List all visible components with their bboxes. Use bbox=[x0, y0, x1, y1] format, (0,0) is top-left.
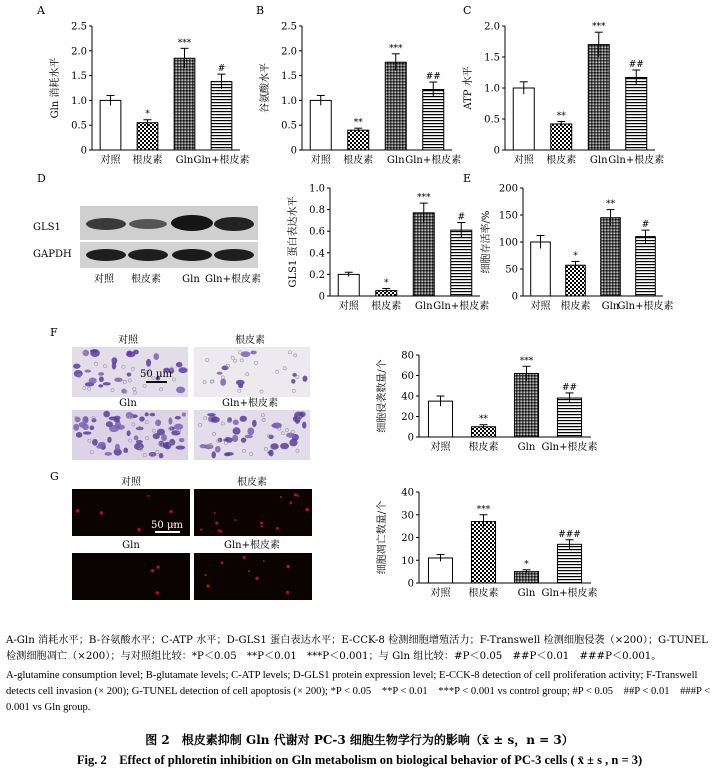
apoptotic-dot bbox=[156, 566, 159, 569]
tunel-image-phloretin bbox=[194, 489, 312, 536]
y-tick-label: 30 bbox=[401, 510, 414, 522]
image-label: 根皮素 bbox=[235, 335, 265, 346]
stained-cell bbox=[222, 366, 229, 371]
y-tick-label: 2.0 bbox=[281, 46, 297, 58]
significance-label: ** bbox=[479, 414, 488, 425]
stained-cell bbox=[179, 438, 184, 442]
stained-cell bbox=[176, 445, 186, 449]
x-tick-label: 对照 bbox=[338, 301, 359, 312]
figure-legend-chinese: A-Gln 消耗水平；B-谷氨酸水平；C-ATP 水平；D-GLS1 蛋白表达水平；E-CCK-8 检测细胞增殖活力；F-Transwell 检测细胞侵袭（×200）；G-TUNEL 检测细胞凋亡（×200）；与对照组比较：*P＜0.05 **P＜0.01 ***P＜0.001；与 Gln 组比较：#P＜0.05 ##P＜0.01 ###P＜0.001。 bbox=[6, 635, 708, 662]
bar bbox=[348, 130, 369, 150]
image-label: Gln bbox=[122, 540, 140, 551]
stained-cell bbox=[155, 420, 161, 427]
significance-label: ## bbox=[628, 60, 644, 71]
apoptotic-dot bbox=[234, 519, 236, 521]
x-tick-label: Gln bbox=[601, 301, 620, 312]
stained-cell bbox=[211, 416, 220, 422]
x-tick-label: Gln bbox=[517, 442, 536, 453]
apoptotic-dot bbox=[294, 493, 297, 496]
stained-cell bbox=[103, 411, 110, 418]
stained-cell bbox=[161, 434, 167, 441]
transwell-images bbox=[72, 333, 310, 460]
significance-label: *** bbox=[592, 22, 606, 33]
stained-cell bbox=[112, 357, 118, 364]
tunel-images bbox=[72, 475, 312, 600]
bar bbox=[428, 558, 452, 583]
x-tick-label: 对照 bbox=[430, 442, 451, 453]
y-tick-label: 1.0 bbox=[281, 95, 297, 107]
stained-cell bbox=[73, 424, 79, 431]
blot-band bbox=[86, 218, 126, 230]
bar bbox=[100, 100, 121, 150]
apoptotic-dot bbox=[147, 495, 149, 497]
x-tick-label: 根皮素 bbox=[371, 301, 402, 312]
stained-cell bbox=[83, 431, 92, 434]
y-tick-label: 2.5 bbox=[281, 21, 297, 33]
tunel-image-gln-phloretin bbox=[194, 553, 312, 600]
y-tick-label: 80 bbox=[401, 350, 414, 362]
stained-cell bbox=[139, 416, 145, 421]
bar bbox=[174, 58, 195, 150]
significance-label: # bbox=[457, 212, 466, 223]
stained-cell bbox=[238, 384, 243, 389]
stained-cell bbox=[168, 417, 172, 424]
apoptotic-dot bbox=[297, 495, 299, 497]
image-label: 根皮素 bbox=[237, 477, 267, 488]
x-tick-label: 根皮素 bbox=[468, 442, 499, 453]
stained-cell bbox=[98, 372, 104, 376]
chart-panel-c bbox=[461, 22, 664, 167]
significance-label: *** bbox=[519, 356, 534, 367]
stained-cell bbox=[153, 353, 159, 360]
stained-cell bbox=[104, 452, 112, 456]
x-tick-label: 根皮素 bbox=[546, 155, 577, 166]
chart-panel-b bbox=[258, 22, 461, 167]
x-tick-label: 根皮素 bbox=[343, 155, 374, 166]
x-tick-label: 根皮素 bbox=[468, 588, 499, 599]
apoptotic-dot bbox=[248, 570, 250, 572]
y-tick-label: 0.4 bbox=[309, 248, 325, 260]
stained-cell bbox=[107, 437, 111, 443]
image-label: Gln bbox=[119, 398, 137, 409]
bar bbox=[338, 274, 359, 296]
y-tick-label: 40 bbox=[401, 487, 414, 499]
apoptotic-dot bbox=[260, 522, 263, 525]
stained-cell bbox=[136, 427, 144, 430]
y-axis-title: ATP 水平 bbox=[463, 66, 474, 110]
figure-legend-english: A-glutamine consumption level; B-glutamate levels; C-ATP levels; D-GLS1 protein expression level; E-CCK-8 detection of cell proliferation activity; F-Transwell detects cell invasion (× 200); G-TUNEL detection of cell apoptosis (× 200); *P < 0.05 **P < 0.01 ***P < 0.001 vs control group; #P < 0.05 ##P < 0.01 ###P < 0.001 vs Gln group. bbox=[6, 670, 711, 713]
stained-cell bbox=[127, 350, 133, 355]
stained-cell bbox=[200, 444, 207, 448]
blot-band bbox=[171, 215, 213, 231]
stained-cell bbox=[176, 387, 185, 394]
panel-letter-b: B bbox=[256, 4, 265, 17]
x-tick-label: 对照 bbox=[310, 155, 331, 166]
stained-cell bbox=[207, 413, 216, 416]
y-tick-label: 2.0 bbox=[71, 46, 87, 58]
y-axis-title: Gln 消耗水平 bbox=[50, 57, 61, 119]
significance-label: ## bbox=[425, 72, 441, 83]
bar bbox=[471, 522, 495, 583]
blot-band bbox=[172, 249, 212, 261]
stained-cell bbox=[224, 452, 231, 456]
significance-label: # bbox=[217, 64, 226, 75]
stained-cell bbox=[92, 439, 98, 446]
apoptotic-dot bbox=[276, 527, 279, 530]
bar bbox=[513, 88, 534, 150]
y-tick-label: 60 bbox=[401, 371, 414, 382]
y-tick-label: 1.0 bbox=[484, 83, 500, 95]
stained-cell bbox=[211, 451, 215, 458]
y-tick-label: 0 bbox=[407, 578, 414, 590]
apoptotic-dot bbox=[214, 512, 216, 514]
blot-label-gapdh: GAPDH bbox=[33, 249, 72, 260]
x-tick-label: 对照 bbox=[530, 301, 551, 312]
stained-cell bbox=[90, 349, 98, 352]
stained-cell bbox=[89, 378, 97, 384]
y-tick-label: 0 bbox=[290, 145, 297, 157]
bar bbox=[588, 45, 609, 150]
apoptotic-dot bbox=[243, 556, 246, 559]
stained-cell bbox=[268, 435, 273, 439]
y-tick-label: 0.8 bbox=[309, 205, 325, 217]
figure-title-chinese: 图 2 根皮素抑制 Gln 代谢对 PC-3 细胞生物学行为的影响（x̄ ± s，n = 3） bbox=[145, 733, 574, 747]
stained-cell bbox=[178, 367, 187, 373]
blot-lane-label: Gln bbox=[182, 274, 200, 285]
apoptotic-dot bbox=[215, 521, 218, 524]
stained-cell bbox=[270, 443, 278, 449]
stained-cell bbox=[146, 359, 151, 367]
x-tick-label: Gln+根皮素 bbox=[541, 442, 598, 453]
y-tick-label: 0 bbox=[493, 145, 500, 157]
bar bbox=[310, 100, 331, 150]
western-blot bbox=[33, 206, 261, 285]
stained-cell bbox=[174, 424, 183, 430]
stained-cell bbox=[176, 362, 183, 367]
stained-cell bbox=[127, 372, 132, 376]
panel-letter-d: D bbox=[37, 172, 46, 185]
panel-letter-f: F bbox=[50, 326, 58, 339]
bar bbox=[531, 242, 551, 296]
panel-letter-e: E bbox=[463, 172, 472, 185]
bar bbox=[601, 218, 621, 296]
chart-panel-d bbox=[286, 184, 489, 313]
y-axis-title: 谷氨酸水平 bbox=[260, 63, 271, 113]
apoptotic-dot bbox=[263, 560, 265, 562]
y-tick-label: 0 bbox=[318, 291, 325, 303]
stained-cell bbox=[123, 448, 128, 453]
stained-cell bbox=[145, 412, 149, 416]
y-axis-title: 细胞凋亡数量/个 bbox=[377, 500, 388, 575]
significance-label: * bbox=[384, 278, 389, 289]
image-label: Gln+根皮素 bbox=[221, 398, 279, 409]
stained-cell bbox=[252, 420, 257, 427]
y-tick-label: 20 bbox=[401, 412, 414, 423]
stained-cell bbox=[232, 435, 238, 442]
x-tick-label: Gln bbox=[386, 155, 405, 166]
y-tick-label: 0.6 bbox=[309, 226, 325, 238]
image-label: 对照 bbox=[121, 477, 141, 488]
stained-cell bbox=[98, 384, 103, 387]
stained-cell bbox=[171, 430, 180, 435]
y-tick-label: 40 bbox=[401, 391, 414, 403]
apoptotic-dot bbox=[137, 528, 140, 531]
apoptotic-dot bbox=[156, 591, 160, 595]
apoptotic-dot bbox=[289, 501, 292, 504]
blot-lane-label: 根皮素 bbox=[131, 274, 161, 285]
blot-band bbox=[214, 217, 254, 231]
stained-cell bbox=[280, 443, 289, 449]
x-tick-label: 对照 bbox=[100, 155, 121, 166]
stained-cell bbox=[85, 370, 91, 373]
scale-bar-label: 50 μm bbox=[151, 520, 183, 531]
stained-cell bbox=[247, 427, 254, 435]
y-tick-label: 0.5 bbox=[281, 120, 297, 132]
stained-cell bbox=[106, 421, 113, 427]
y-tick-label: 1.5 bbox=[71, 71, 87, 83]
significance-label: # bbox=[641, 220, 650, 231]
stained-cell bbox=[291, 379, 295, 384]
x-tick-label: Gln+根皮素 bbox=[193, 155, 250, 166]
significance-label: ** bbox=[606, 199, 615, 210]
y-tick-label: 0.5 bbox=[71, 120, 87, 132]
y-tick-label: 2.5 bbox=[71, 21, 87, 33]
bar bbox=[211, 82, 232, 150]
stained-cell bbox=[76, 432, 83, 438]
stained-cell bbox=[233, 427, 241, 434]
x-tick-label: Gln+根皮素 bbox=[617, 301, 674, 312]
significance-label: * bbox=[524, 559, 529, 570]
bar bbox=[514, 373, 538, 437]
y-tick-label: 2.0 bbox=[484, 21, 500, 33]
significance-label: * bbox=[573, 251, 578, 262]
image-label: Gln+根皮素 bbox=[223, 540, 281, 551]
stained-cell bbox=[182, 413, 186, 417]
blot-band bbox=[128, 249, 168, 261]
panel-letter-c: C bbox=[463, 4, 472, 17]
y-tick-label: 0.2 bbox=[309, 269, 325, 281]
apoptotic-dot bbox=[204, 574, 206, 576]
significance-label: ** bbox=[353, 118, 363, 129]
apoptotic-dot bbox=[206, 584, 209, 587]
x-tick-label: Gln+根皮素 bbox=[405, 155, 462, 166]
stained-cell bbox=[159, 453, 164, 458]
significance-label: *** bbox=[476, 504, 491, 515]
stained-cell bbox=[134, 435, 139, 440]
apoptotic-dot bbox=[261, 525, 263, 527]
stained-cell bbox=[103, 382, 111, 385]
stained-cell bbox=[99, 376, 104, 382]
panel-letter-a: A bbox=[37, 4, 45, 17]
stained-cell bbox=[302, 422, 306, 429]
x-tick-label: 对照 bbox=[513, 155, 534, 166]
apoptotic-dot bbox=[169, 510, 172, 513]
y-tick-label: 1.5 bbox=[281, 71, 297, 83]
x-tick-label: Gln+根皮素 bbox=[541, 588, 598, 599]
x-tick-label: Gln+根皮素 bbox=[433, 301, 490, 312]
bar bbox=[551, 124, 572, 150]
y-tick-label: 1.5 bbox=[484, 52, 500, 64]
y-tick-label: 10 bbox=[401, 555, 414, 567]
x-tick-label: 根皮素 bbox=[132, 155, 163, 166]
significance-label: *** bbox=[389, 43, 403, 54]
x-tick-label: Gln+根皮素 bbox=[608, 155, 665, 166]
significance-label: ### bbox=[558, 529, 581, 540]
stained-cell bbox=[84, 416, 88, 423]
bar bbox=[423, 89, 444, 150]
stained-cell bbox=[73, 364, 81, 369]
apoptotic-dot bbox=[76, 509, 79, 512]
stained-cell bbox=[241, 438, 247, 443]
y-tick-label: 150 bbox=[498, 210, 518, 222]
x-tick-label: 对照 bbox=[430, 588, 451, 599]
apoptotic-dot bbox=[286, 565, 290, 569]
blot-band bbox=[86, 249, 126, 261]
stained-cell bbox=[250, 351, 256, 355]
y-tick-label: 200 bbox=[498, 183, 518, 195]
stained-cell bbox=[293, 416, 301, 422]
apoptotic-dot bbox=[286, 591, 289, 594]
stained-cell bbox=[90, 426, 95, 431]
bar bbox=[428, 401, 452, 437]
x-tick-label: Gln bbox=[589, 155, 608, 166]
x-tick-label: Gln bbox=[517, 588, 536, 599]
stained-cell bbox=[233, 419, 239, 425]
figure-title-english: Fig. 2 Effect of phloretin inhibition on Gln metabolism on biological behavior of PC-3 cells ( x̄ ± s , n = 3) bbox=[76, 753, 643, 767]
bar bbox=[557, 544, 581, 583]
y-tick-label: 20 bbox=[401, 533, 414, 544]
apoptotic-dot bbox=[218, 529, 220, 531]
image-label: 对照 bbox=[118, 335, 138, 346]
stained-cell bbox=[150, 413, 155, 417]
blot-band bbox=[214, 249, 254, 261]
stained-cell bbox=[245, 435, 253, 438]
y-tick-label: 0.5 bbox=[484, 114, 500, 126]
y-axis-title: GLS1 蛋白表达水平 bbox=[288, 196, 299, 288]
stained-cell bbox=[218, 438, 223, 443]
panel-letter-g: G bbox=[50, 470, 59, 483]
y-axis-title: 细胞存活率/% bbox=[481, 210, 492, 274]
stained-cell bbox=[98, 442, 106, 447]
apoptotic-dot bbox=[221, 561, 224, 564]
stained-cell bbox=[215, 446, 221, 453]
stained-cell bbox=[269, 450, 274, 457]
apoptotic-dot bbox=[151, 569, 154, 572]
x-tick-label: Gln bbox=[414, 301, 433, 312]
bar bbox=[413, 213, 434, 296]
bar bbox=[451, 230, 472, 296]
stained-cell bbox=[227, 418, 232, 422]
blot-label-gls1: GLS1 bbox=[33, 222, 61, 233]
tunel-image-gln bbox=[72, 553, 190, 600]
y-tick-label: 50 bbox=[505, 264, 518, 276]
blot-band bbox=[129, 219, 167, 229]
y-tick-label: 1.0 bbox=[309, 183, 325, 195]
stained-cell bbox=[175, 416, 181, 419]
significance-label: * bbox=[145, 109, 150, 120]
y-tick-label: 100 bbox=[498, 237, 518, 249]
stained-cell bbox=[149, 452, 157, 457]
bar bbox=[566, 265, 586, 296]
stained-cell bbox=[127, 430, 131, 436]
blot-lane-label: 对照 bbox=[94, 274, 114, 285]
apoptotic-dot bbox=[200, 528, 202, 530]
stained-cell bbox=[240, 416, 247, 422]
significance-label: *** bbox=[417, 193, 431, 204]
bar bbox=[636, 237, 656, 296]
x-tick-label: Gln bbox=[175, 155, 194, 166]
stained-cell bbox=[134, 443, 144, 450]
y-tick-label: 0 bbox=[511, 291, 518, 303]
apoptotic-dot bbox=[280, 496, 282, 498]
stained-cell bbox=[109, 416, 117, 420]
y-tick-label: 0 bbox=[80, 145, 87, 157]
stained-cell bbox=[74, 370, 83, 377]
stained-cell bbox=[241, 351, 251, 357]
significance-label: *** bbox=[177, 38, 192, 49]
apoptotic-dot bbox=[305, 508, 309, 512]
significance-label: ## bbox=[561, 382, 578, 393]
significance-label: ** bbox=[556, 111, 566, 122]
chart-panel-g bbox=[375, 488, 598, 600]
stained-cell bbox=[114, 378, 122, 382]
chart-panel-f bbox=[375, 351, 598, 454]
stained-cell bbox=[79, 422, 86, 428]
y-axis-title: 细胞侵袭数量/个 bbox=[377, 359, 388, 433]
stained-cell bbox=[115, 444, 120, 451]
x-tick-label: 根皮素 bbox=[560, 301, 591, 312]
stained-cell bbox=[133, 350, 139, 355]
blot-lane-label: Gln+根皮素 bbox=[204, 274, 262, 285]
apoptotic-dot bbox=[255, 577, 258, 580]
scale-bar-label: 50 μm bbox=[140, 369, 172, 380]
bar bbox=[557, 398, 581, 437]
stained-cell bbox=[303, 375, 308, 381]
stained-cell bbox=[217, 372, 223, 375]
apoptotic-dot bbox=[100, 511, 104, 515]
chart-panel-e bbox=[479, 184, 674, 313]
stained-cell bbox=[289, 439, 297, 447]
bar bbox=[626, 77, 647, 150]
stained-cell bbox=[220, 378, 226, 386]
bar bbox=[137, 123, 158, 150]
y-tick-label: 1.0 bbox=[71, 95, 87, 107]
chart-panel-a bbox=[48, 22, 250, 167]
y-tick-label: 0 bbox=[407, 432, 414, 444]
bar bbox=[385, 62, 406, 150]
apoptotic-dot bbox=[220, 530, 223, 533]
